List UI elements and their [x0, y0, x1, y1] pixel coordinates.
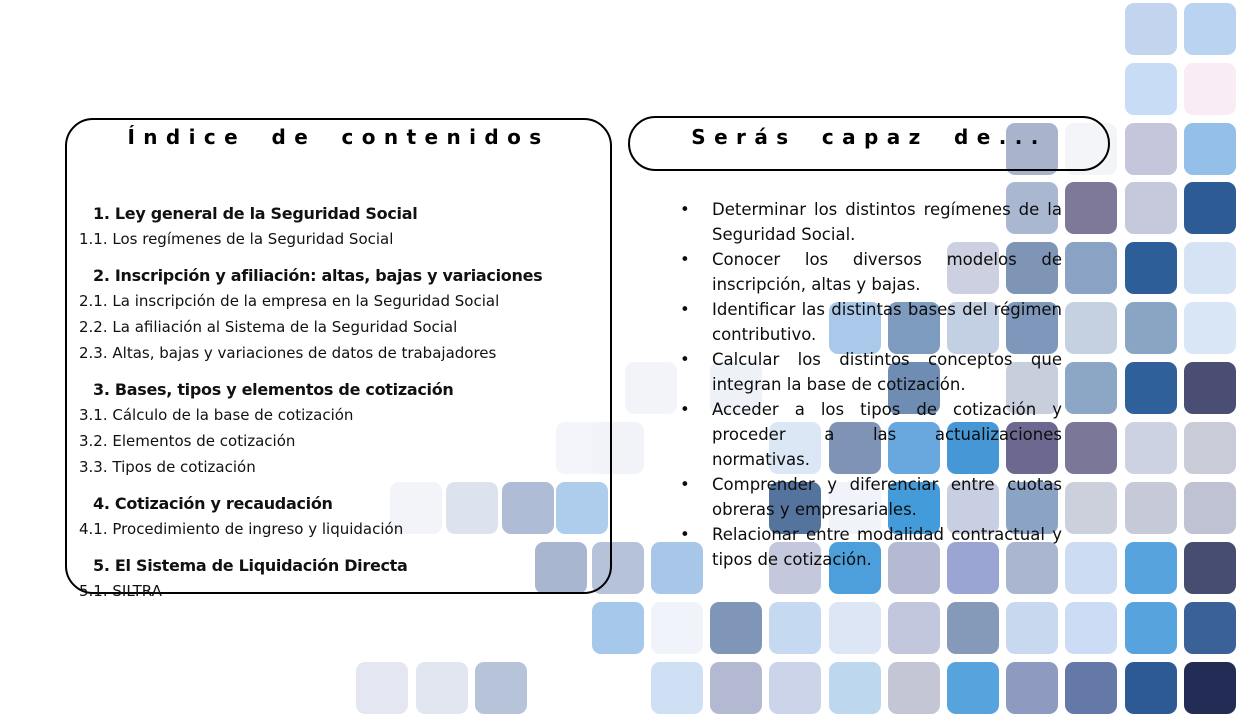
objective-item: [664, 397, 1062, 472]
mosaic-square: [1184, 182, 1236, 234]
mosaic-square: [475, 662, 527, 714]
objective-item: [664, 472, 1062, 522]
mosaic-square: [1125, 482, 1177, 534]
objective-text: Identificar las distintas bases del régimen contributivo.: [712, 300, 1062, 344]
mosaic-square: [1125, 182, 1177, 234]
mosaic-square: [1125, 542, 1177, 594]
mosaic-square: [1065, 182, 1117, 234]
mosaic-square: [1125, 422, 1177, 474]
mosaic-square: [1125, 602, 1177, 654]
toc-subitem: 1.1. Los regímenes de la Seguridad Social: [79, 230, 394, 248]
mosaic-square: [1125, 662, 1177, 714]
bullet-icon: •: [680, 400, 690, 419]
bullet-icon: •: [680, 300, 690, 319]
toc-heading: 1. Ley general de la Seguridad Social: [93, 204, 418, 223]
toc-subitem: 2.3. Altas, bajas y variaciones de datos de trabajadores: [79, 344, 497, 362]
mosaic-square: [1184, 123, 1236, 175]
mosaic-square: [769, 662, 821, 714]
objective-text: Comprender y diferenciar entre cuotas obreras y empresariales.: [712, 475, 1062, 519]
mosaic-square: [888, 662, 940, 714]
mosaic-square: [769, 602, 821, 654]
objectives-list: [664, 197, 1062, 572]
mosaic-square: [1125, 3, 1177, 55]
bullet-icon: •: [680, 350, 690, 369]
mosaic-square: [1125, 362, 1177, 414]
mosaic-square: [1184, 242, 1236, 294]
toc-heading: 3. Bases, tipos y elementos de cotización: [93, 380, 454, 399]
mosaic-square: [1184, 63, 1236, 115]
mosaic-square: [710, 662, 762, 714]
toc-heading: 2. Inscripción y afiliación: altas, bajas y variaciones: [93, 266, 543, 285]
mosaic-square: [829, 602, 881, 654]
mosaic-square: [888, 602, 940, 654]
mosaic-square: [1184, 602, 1236, 654]
toc-title: Índice de contenidos: [127, 125, 550, 149]
mosaic-square: [829, 662, 881, 714]
mosaic-square: [1184, 3, 1236, 55]
objective-item: [664, 297, 1062, 347]
objective-item: [664, 197, 1062, 247]
mosaic-square: [1184, 362, 1236, 414]
mosaic-square: [1006, 602, 1058, 654]
toc-subitem: 5.1. SILTRA: [79, 582, 162, 600]
bullet-icon: •: [680, 250, 690, 269]
mosaic-square: [1125, 302, 1177, 354]
objective-item: [664, 347, 1062, 397]
objective-text: Calcular los distintos conceptos que integran la base de cotización.: [712, 350, 1062, 394]
toc-heading: 4. Cotización y recaudación: [93, 494, 333, 513]
mosaic-square: [1065, 242, 1117, 294]
mosaic-square: [1065, 422, 1117, 474]
mosaic-square: [1065, 662, 1117, 714]
toc-subitem: 3.3. Tipos de cotización: [79, 458, 256, 476]
mosaic-square: [1065, 482, 1117, 534]
mosaic-square: [1184, 542, 1236, 594]
toc-list: [67, 149, 610, 600]
mosaic-square: [1184, 422, 1236, 474]
mosaic-square: [1184, 302, 1236, 354]
objective-item: [664, 522, 1062, 572]
mosaic-square: [1006, 662, 1058, 714]
toc-subitem: 3.2. Elementos de cotización: [79, 432, 296, 450]
mosaic-square: [710, 602, 762, 654]
mosaic-square: [651, 602, 703, 654]
bullet-icon: •: [680, 475, 690, 494]
mosaic-square: [592, 602, 644, 654]
mosaic-square: [1065, 362, 1117, 414]
mosaic-square: [356, 662, 408, 714]
toc-subitem: 4.1. Procedimiento de ingreso y liquidación: [79, 520, 404, 538]
objective-text: Acceder a los tipos de cotización y proceder a las actualizaciones normativas.: [712, 400, 1062, 469]
toc-subitem: 3.1. Cálculo de la base de cotización: [79, 406, 354, 424]
toc-subitem: 2.1. La inscripción de la empresa en la Seguridad Social: [79, 292, 500, 310]
bullet-icon: •: [680, 525, 690, 544]
mosaic-square: [1065, 542, 1117, 594]
mosaic-square: [1065, 302, 1117, 354]
mosaic-square: [1184, 662, 1236, 714]
mosaic-square: [1125, 242, 1177, 294]
mosaic-square: [651, 662, 703, 714]
objectives-panel: [628, 116, 1110, 171]
objectives-title: Serás capaz de...: [691, 124, 1047, 149]
toc-heading: 5. El Sistema de Liquidación Directa: [93, 556, 408, 575]
mosaic-square: [1184, 482, 1236, 534]
mosaic-square: [1065, 602, 1117, 654]
objective-text: Determinar los distintos regímenes de la Seguridad Social.: [712, 200, 1062, 244]
mosaic-square: [947, 662, 999, 714]
bullet-icon: •: [680, 200, 690, 219]
objective-text: Conocer los diversos modelos de inscripción, altas y bajas.: [712, 250, 1062, 294]
toc-subitem: 2.2. La afiliación al Sistema de la Seguridad Social: [79, 318, 458, 336]
mosaic-square: [416, 662, 468, 714]
mosaic-square: [947, 602, 999, 654]
mosaic-square: [1125, 123, 1177, 175]
toc-panel: [65, 118, 612, 600]
objective-text: Relacionar entre modalidad contractual y tipos de cotización.: [712, 525, 1062, 569]
mosaic-square: [1125, 63, 1177, 115]
objective-item: [664, 247, 1062, 297]
